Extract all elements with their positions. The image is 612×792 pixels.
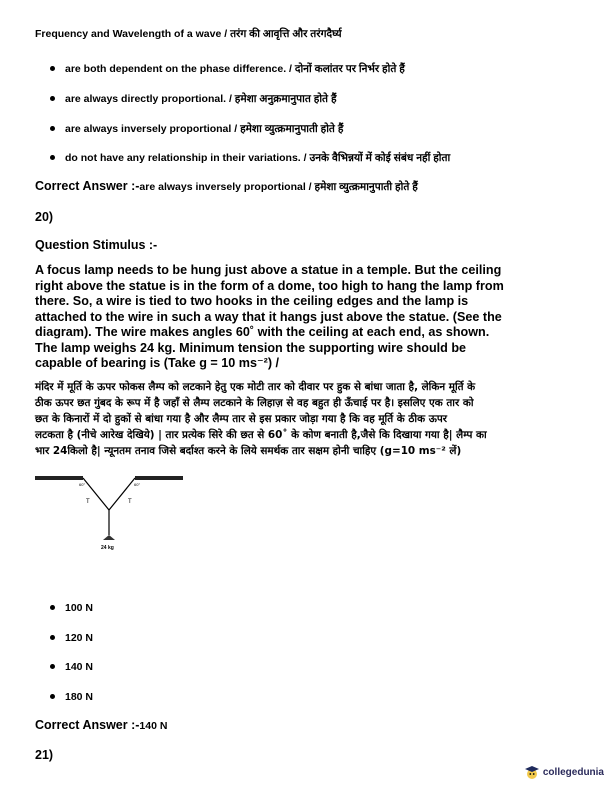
stimulus-line: diagram). The wire makes angles 60˚ with the ceiling at each end, as shown.: [35, 325, 490, 339]
option-item: [50, 632, 93, 644]
graduate-icon: [524, 764, 540, 780]
stimulus-line: मंदिर में मूर्ति के ऊपर फोकस लैम्प को लटकाने हेतु एक मोटी तार को दीवार पर हुक से बांधा जाता है, लेकिन मूर्ति के: [35, 381, 476, 393]
stimulus-line: The lamp weighs 24 kg. Minimum tension the supporting wire should be: [35, 340, 467, 355]
bullet-icon: [50, 694, 55, 699]
stimulus-line: there. So, a wire is tied to two hooks in the ceiling edges and the lamp is: [35, 294, 469, 308]
stimulus-line: A focus lamp needs to be hung just above a statue in a temple. But the ceiling: [35, 263, 502, 277]
option-item: [50, 92, 337, 106]
correct-answer-label: Correct Answer :-: [35, 179, 140, 193]
ceiling-right: [135, 476, 183, 480]
wire-right: [109, 478, 135, 510]
option-text: 180 N: [65, 691, 94, 703]
stimulus-line: छत के किनारों में दो हुकों से बांधा गया है और लैम्प तार से इस प्रकार जोड़ा गया है कि वह मूर्ति के ठीक ऊपर: [35, 413, 448, 425]
correct-answer-20: [35, 718, 167, 732]
option-item: [50, 151, 450, 165]
question-number-20: 20): [35, 210, 54, 224]
option-text: do not have any relationship in their variations. / उनके वैभिन्नयों में कोई संबंध नहीं होता: [65, 152, 451, 164]
question-19-title: Frequency and Wavelength of a wave / तरंग की आवृत्ति और तरंगदैर्घ्य: [35, 28, 342, 40]
bullet-icon: [50, 66, 55, 71]
wire-left: [83, 478, 109, 510]
angle-right-label: 60°: [134, 482, 141, 487]
tension-right-label: T: [128, 499, 132, 505]
bullet-icon: [50, 605, 55, 610]
lamp-icon: [103, 535, 115, 540]
bullet-icon: [50, 155, 55, 160]
option-text: are always directly proportional. / हमेशा अनुक्रमानुपात होते हैं: [65, 93, 337, 105]
option-item: [50, 691, 93, 703]
option-item: [50, 122, 343, 136]
bullet-icon: [50, 664, 55, 669]
correct-answer-19: [35, 179, 418, 194]
brand-name: collegedunia: [542, 766, 604, 778]
option-item: [50, 602, 93, 614]
wire-lamp-diagram: [35, 470, 195, 560]
option-text: 100 N: [65, 602, 94, 614]
option-text: 140 N: [65, 661, 94, 673]
ceiling-left: [35, 476, 83, 480]
correct-answer-value: are always inversely proportional / हमेशा व्युत्क्रमानुपाती होते हैं: [139, 181, 418, 193]
stimulus-hindi: [35, 379, 590, 459]
stimulus-line: लटकता है (नीचे आरेख देखिये) | तार प्रत्येक सिरे की छत से 60˚ के कोण बनाती है,जैसे कि दिखाया गया है| लैम्प का: [35, 429, 487, 441]
stimulus-line: attached to the wire in such a way that it hangs just above the statue. (See the: [35, 309, 502, 324]
stimulus-line: भार 24किलो है| न्यूनतम तनाव जिसे बर्दाश्त करने के लिये समर्थक तार सक्षम होनी चाहिए (g=10 ms⁻² लें): [35, 445, 462, 457]
option-text: are always inversely proportional / हमेशा व्युत्क्रमानुपाती होते हैं: [65, 123, 344, 135]
correct-answer-label: Correct Answer :-: [35, 718, 140, 732]
option-item: [50, 62, 405, 76]
stimulus-english: [35, 263, 590, 372]
tension-left-label: T: [86, 499, 90, 505]
weight-label: 24 kg: [101, 545, 114, 551]
stimulus-line: capable of bearing is (Take g = 10 ms⁻²) /: [35, 356, 280, 370]
angle-left-label: 60°: [79, 482, 86, 487]
correct-answer-value: 140 N: [139, 720, 168, 732]
bullet-icon: [50, 96, 55, 101]
question-number-21: 21): [35, 748, 54, 762]
stimulus-line: ठीक ऊपर छत गुंबद के रूप में है जहाँ से लैम्प लटकाने के लिहाज़ से वह बहुत ही ऊँचाई पर है। इसलिए एक तार को: [35, 397, 474, 409]
bullet-icon: [50, 635, 55, 640]
stimulus-line: right above the statue is in the form of a dome, too high to hang the lamp from: [35, 278, 504, 293]
bullet-icon: [50, 126, 55, 131]
question-stimulus-label: Question Stimulus :-: [35, 238, 158, 252]
option-text: 120 N: [65, 632, 94, 644]
option-text: are both dependent on the phase difference. / दोनों कलांतर पर निर्भर होते हैं: [65, 63, 405, 75]
option-item: [50, 661, 93, 673]
collegedunia-logo: [524, 764, 604, 780]
